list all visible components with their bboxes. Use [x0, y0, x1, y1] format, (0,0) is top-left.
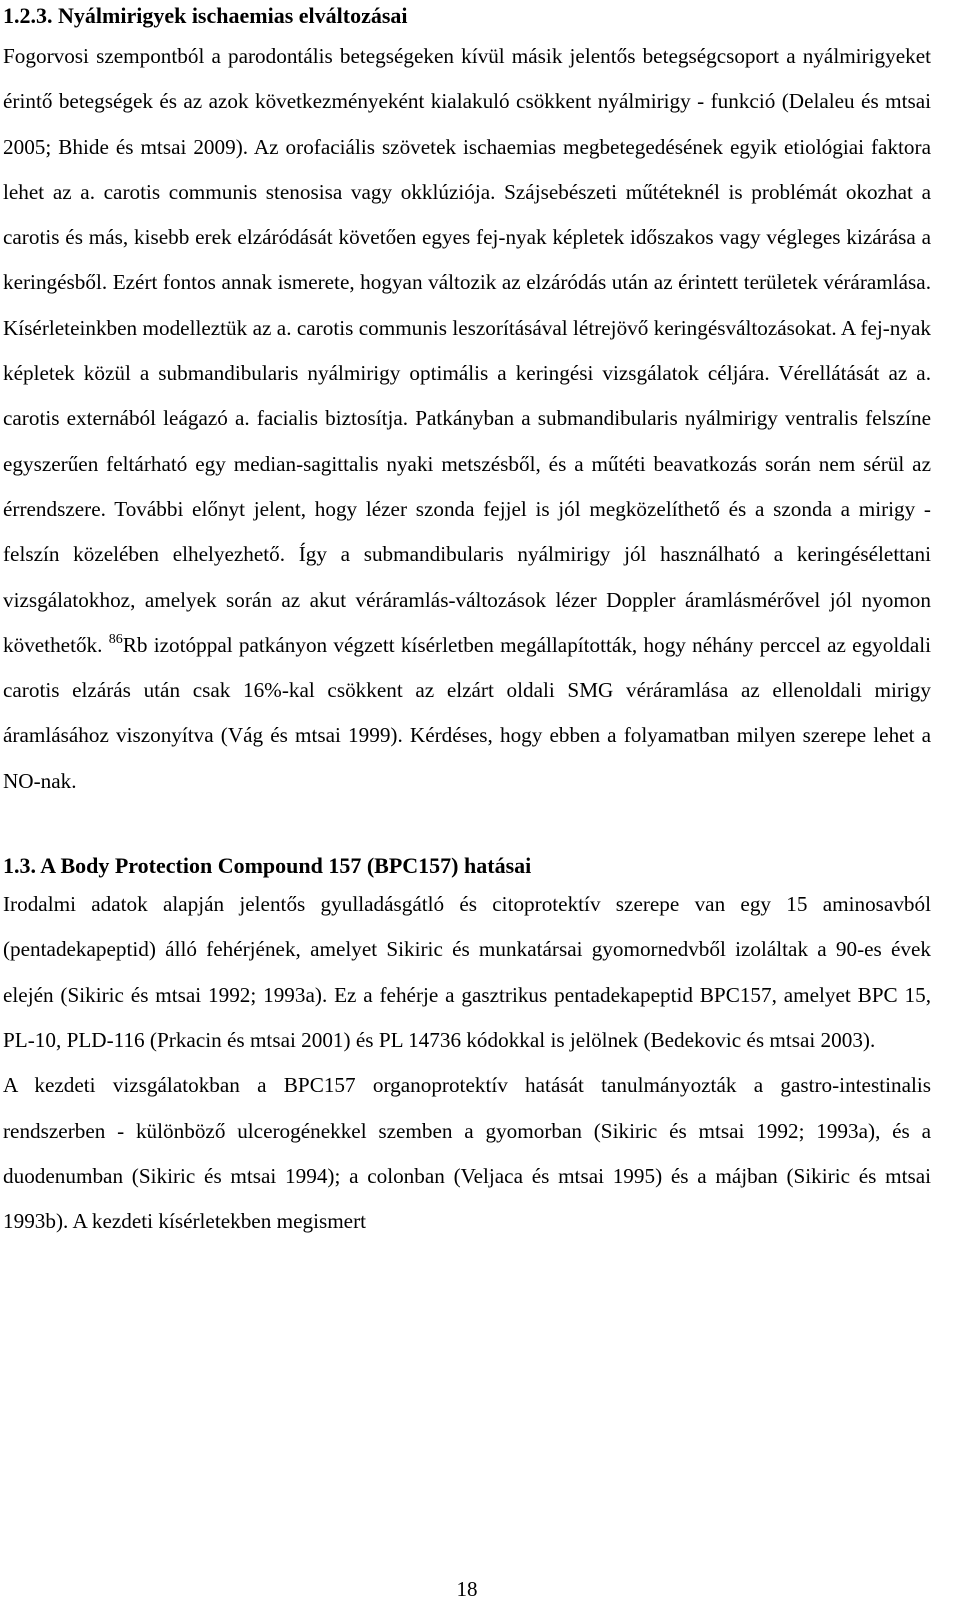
section-heading-bpc157: 1.3. A Body Protection Compound 157 (BPC157) hatásai — [3, 853, 532, 879]
paragraph-nyalmirigyek — [3, 34, 931, 804]
document-page — [3, 0, 931, 1244]
isotope-superscript: 86 — [108, 631, 123, 647]
paragraph-text-part-a: Fogorvosi szempontból a parodontális betegségeken kívül másik jelentős betegségcsoport a nyálmirigyeket érintő betegségek és az azok következményeként kialakuló csökkent nyálmirigy - funkció (Delaleu és mtsai 2005; Bhide és mtsai 2009). Az orofaciális szövetek ischaemias megbetegedésének egyik etiológiai faktora lehet az a. carotis communis stenosisa vagy okklúziója. Szájsebészeti műtéteknél is problémát okozhat a carotis és más, kisebb erek elzáródását követően egyes fej-nyak képletek időszakos vagy végleges kizárása a keringésből. Ezért fontos annak ismerete, hogyan változik az elzáródás után az érintett területek véráramlása. Kísérleteinkben modelleztük az a. carotis communis leszorításával létrejövő keringésváltozásokat. A fej-nyak képletek közül a submandibularis nyálmirigy optimális a keringési vizsgálatok céljára. Vérellátását az a. carotis externából leágazó a. facialis biztosítja. Patkányban a submandibularis nyálmirigy ventralis felszíne egyszerűen feltárható egy median-sagittalis nyaki metszésből, és a műtéti beavatkozás során nem sérül az érrendszere. További előnyt jelent, hogy lézer szonda fejjel is jól megközelíthető és a szonda a mirigy - felszín közelében elhelyezhető. Így a submandibularis nyálmirigy jól használható a keringésélettani vizsgálatokhoz, amelyek során az akut véráramlás-változások lézer Doppler áramlásmérővel jól nyomon követhetők. — [3, 44, 931, 657]
page-number: 18 — [456, 1577, 478, 1601]
paragraph-text-part-b: Rb izotóppal patkányon végzett kísérletben megállapították, hogy néhány perccel az egyoldali carotis elzárás után csak 16%-kal csökkent az elzárt oldali SMG véráramlása az ellenoldali mirigy áramlásához viszonyítva (Vág és mtsai 1999). Kérdéses, hogy ebben a folyamatban milyen szerepe lehet a NO-nak. — [3, 632, 932, 793]
section-heading-nyalmirigyek: 1.2.3. Nyálmirigyek ischaemias elváltozásai — [3, 3, 408, 28]
paragraph-bpc157-intro: Irodalmi adatok alapján jelentős gyulladásgátló és citoprotektív szerepe van egy 15 aminosavból (pentadekapeptid) álló fehérjének, amelyet Sikiric és munkatársai gyomornedvből izoláltak a 90-es évek elején (Sikiric és mtsai 1992; 1993a). Ez a fehérje a gasztrikus pentadekapeptid BPC157, amelyet BPC 15, PL-10, PLD-116 (Prkacin és mtsai 2001) és PL 14736 kódokkal is jelölnek (Bedekovic és mtsai 2003). — [3, 892, 931, 1052]
paragraph-bpc157-studies: A kezdeti vizsgálatokban a BPC157 organoprotektív hatását tanulmányozták a gastro-intestinalis rendszerben - különböző ulcerogénekkel szemben a gyomorban (Sikiric és mtsai 1992; 1993a), és a duodenumban (Sikiric és mtsai 1994); a colonban (Veljaca és mtsai 1995) és a májban (Sikiric és mtsai 1993b). A kezdeti kísérletekben megismert — [3, 1073, 931, 1234]
